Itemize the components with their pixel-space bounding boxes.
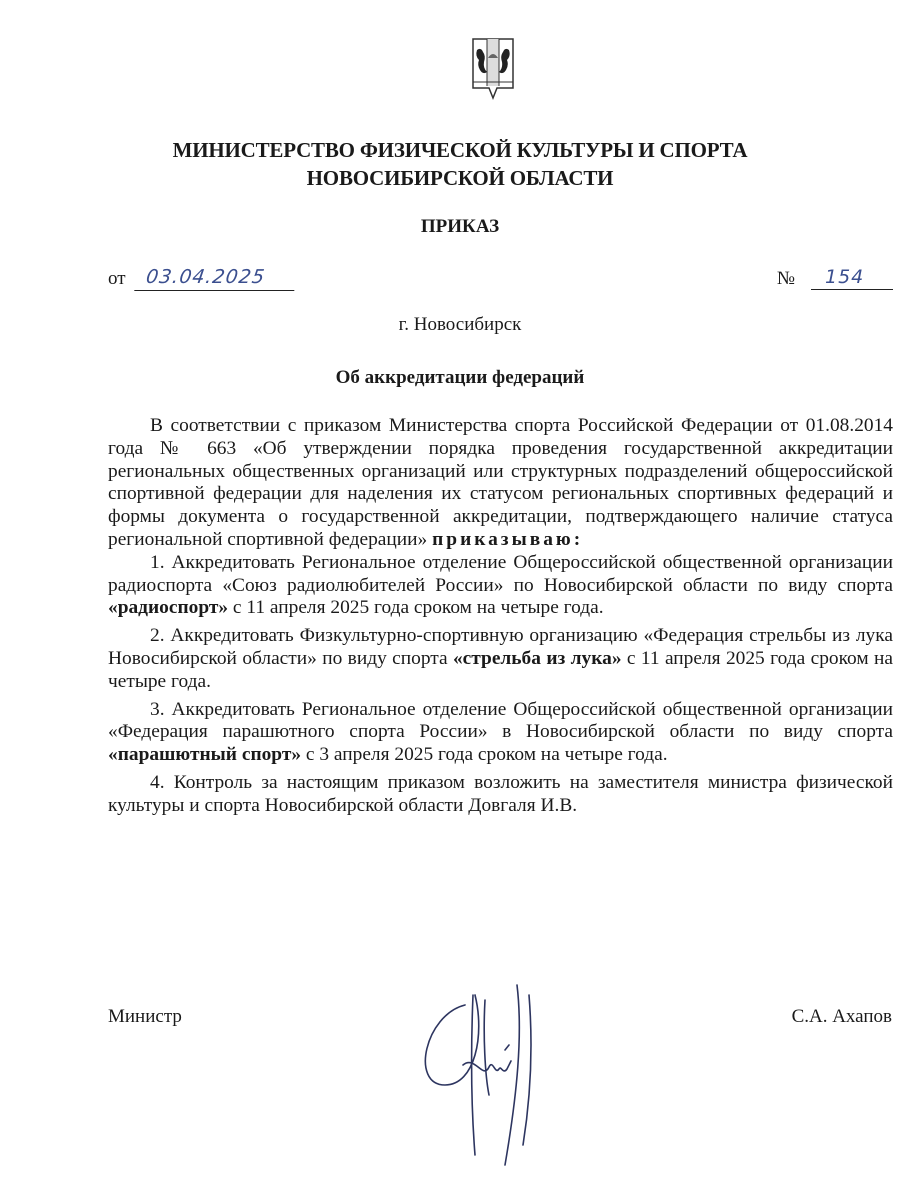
item-text: с 3 апреля 2025 года сроком на четыре года. <box>301 744 668 766</box>
date-label: от <box>108 268 126 289</box>
ministry-name <box>0 136 920 192</box>
item-text: 1. Аккредитовать Региональное отделение Общероссийской общественной организации радиоспорта «Союз радиолюбителей России» по Новосибирской области по виду спорта <box>108 551 893 596</box>
date-value: 03.04.2025 <box>134 266 298 291</box>
preamble-paragraph <box>108 415 893 552</box>
document-body <box>108 415 893 818</box>
sport-name: «радиоспорт» <box>108 597 229 619</box>
item-text: с 11 апреля 2025 года сроком на четыре года. <box>228 597 604 619</box>
item-text: 4. Контроль за настоящим приказом возложить на заместителя министра физической культуры и спорта Новосибирской области Довгаля И.В. <box>108 771 893 816</box>
number-label: № <box>776 268 795 289</box>
sport-name: «парашютный спорт» <box>108 744 302 766</box>
document-type: ПРИКАЗ <box>420 216 500 237</box>
order-item-3 <box>108 699 893 767</box>
sport-name: «стрельба из лука» <box>452 647 622 669</box>
item-text: 3. Аккредитовать Региональное отделение Общероссийской общественной организации «Федерация парашютного спорта России» в Новосибирской области по виду спорта <box>108 698 893 743</box>
signatory-name: С.А. Ахапов <box>791 1006 892 1027</box>
order-item-1 <box>108 552 893 620</box>
date-number-row <box>108 268 893 298</box>
item-text: с 11 апреля 2025 года сроком на четыре года. <box>108 647 893 692</box>
order-item-4 <box>108 772 893 818</box>
preamble-text: В соответствии с приказом Министерства спорта Российской Федерации от 01.08.2014 года № 663 «Об утверждении порядка проведения государственной аккредитации региональных общественных организаций или структурных подразделений общероссийской спортивной федерации для наделения их статусом региональных спортивных федераций и формы документа о государственной аккредитации, подтверждающего наличие статуса региональной спортивной федерации» <box>108 415 893 550</box>
handwritten-signature <box>405 975 585 1180</box>
city: г. Новосибирск <box>398 314 522 335</box>
order-item-2 <box>108 625 893 693</box>
ministry-name-line1: МИНИСТЕРСТВО ФИЗИЧЕСКОЙ КУЛЬТУРЫ И СПОРТА <box>172 138 748 162</box>
coat-of-arms-emblem <box>470 36 516 111</box>
directive: приказываю: <box>432 528 584 550</box>
item-text: 2. Аккредитовать Физкультурно-спортивную организацию «Федерация стрельбы из лука Новосибирской области» по виду спорта <box>108 625 893 669</box>
ministry-name-line2: НОВОСИБИРСКОЙ ОБЛАСТИ <box>306 166 614 190</box>
number-value: 154 <box>811 266 893 290</box>
subject-heading: Об аккредитации федераций <box>335 367 585 388</box>
signatory-title: Министр <box>108 1006 182 1027</box>
